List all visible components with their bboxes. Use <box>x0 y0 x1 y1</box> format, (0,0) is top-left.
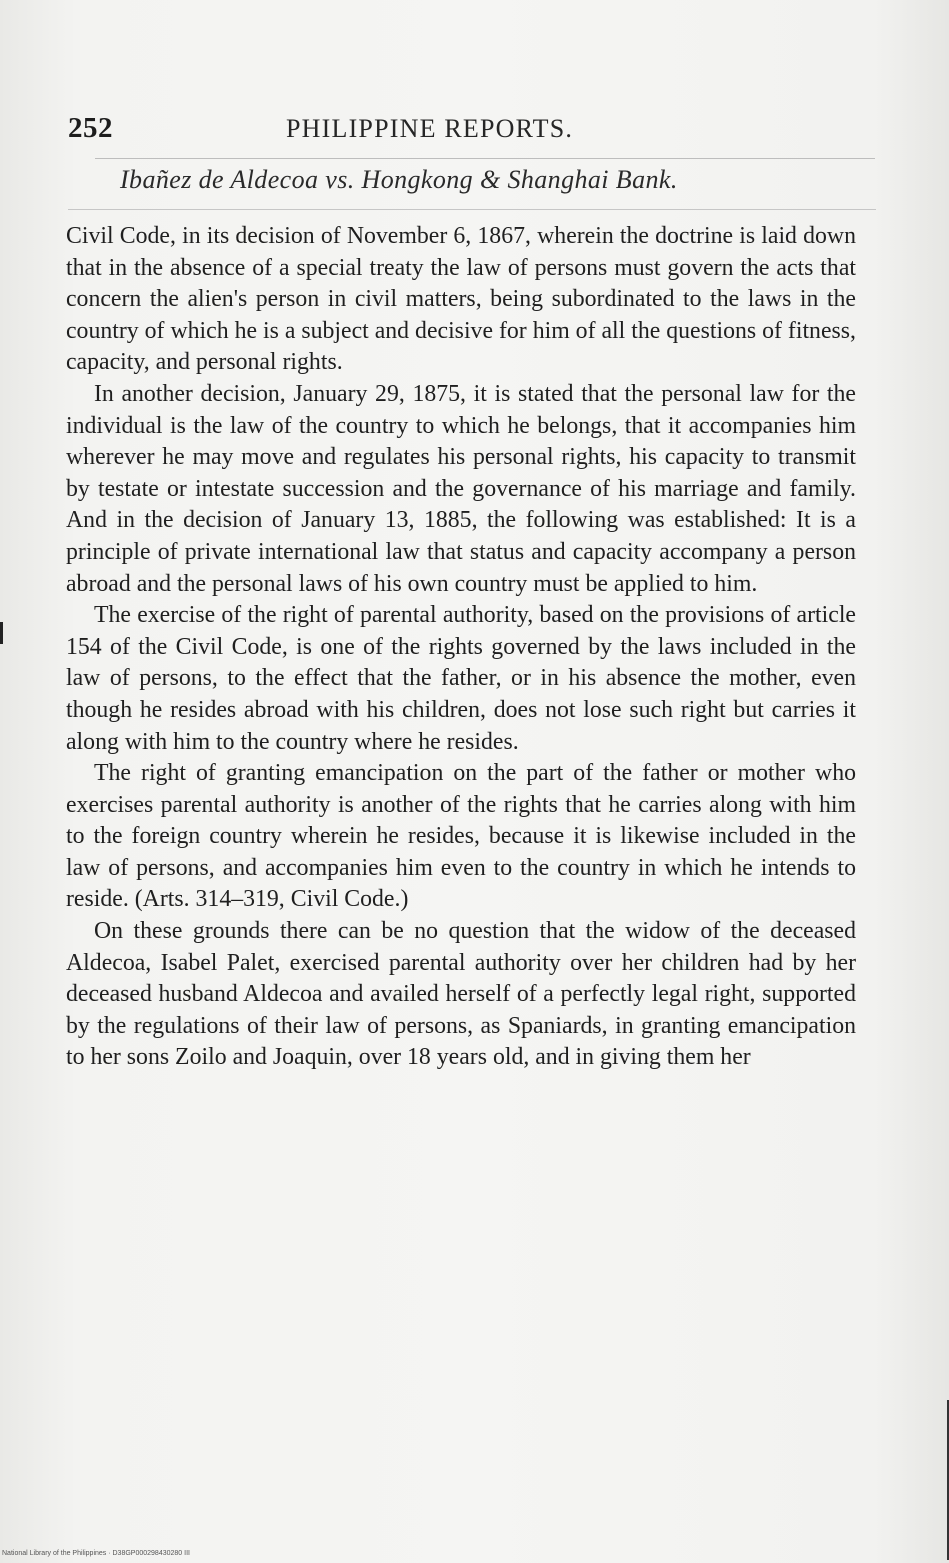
paragraph: On these grounds there can be no question that the widow of the deceased Aldecoa, Isabel Palet, exercised parental authority over her children had by her deceased husband Aldecoa and availed herself of a perfectly legal right, supported by the regulations of their law of persons, as Spaniards, in granting emancipation to her sons Zoilo and Joaquin, over 18 years old, and in giving them her <box>66 918 856 1071</box>
header-rule <box>95 158 875 159</box>
paragraph: The exercise of the right of parental authority, based on the provisions of article 154 of the Civil Code, is one of the rights governed by the laws included in the law of persons, to the effect that the father, or in his absence the mother, even though he resides abroad with his children, does not lose such right but carries it along with him to the country where he resides. <box>66 602 856 755</box>
page-number: 252 <box>68 112 113 144</box>
case-title: Ibañez de Aldecoa vs. Hongkong & Shanghai Bank. <box>120 165 678 194</box>
paragraph: The right of granting emancipation on the part of the father or mother who exercises parental authority is another of the rights that he carries along with him to the foreign country wherein he resides, because it is likewise included in the law of persons, and accompanies him even to the country in which he intends to reside. (Arts. 314–319, Civil Code.) <box>66 760 856 913</box>
scan-edge-mark <box>0 622 3 644</box>
running-title: PHILIPPINE REPORTS. <box>286 114 574 143</box>
case-title-rule <box>68 209 876 210</box>
paragraph: In another decision, January 29, 1875, it is stated that the personal law for the individual is the law of the country to which he belongs, that it accompanies him wherever he may move and regulates his personal rights, his capacity to transmit by testate or intestate succession and the governance of his marriage and family. And in the decision of January 13, 1885, the following was established: It is a principle of private international law that status and capacity accompany a person abroad and the personal laws of his own country must be applied to him. <box>66 380 856 597</box>
scan-stamp: National Library of the Philippines · D38GP000298430280 III <box>2 1550 190 1557</box>
body-text <box>66 221 856 1074</box>
page-header <box>68 112 868 158</box>
paragraph-continued: Civil Code, in its decision of November 6, 1867, wherein the doctrine is laid down that in the absence of a special treaty the law of persons must govern the acts that concern the alien's person in civil matters, being subordinated to the laws in the country of which he is a subject and decisive for him of all the questions of fitness, capacity, and personal rights. <box>66 223 856 376</box>
